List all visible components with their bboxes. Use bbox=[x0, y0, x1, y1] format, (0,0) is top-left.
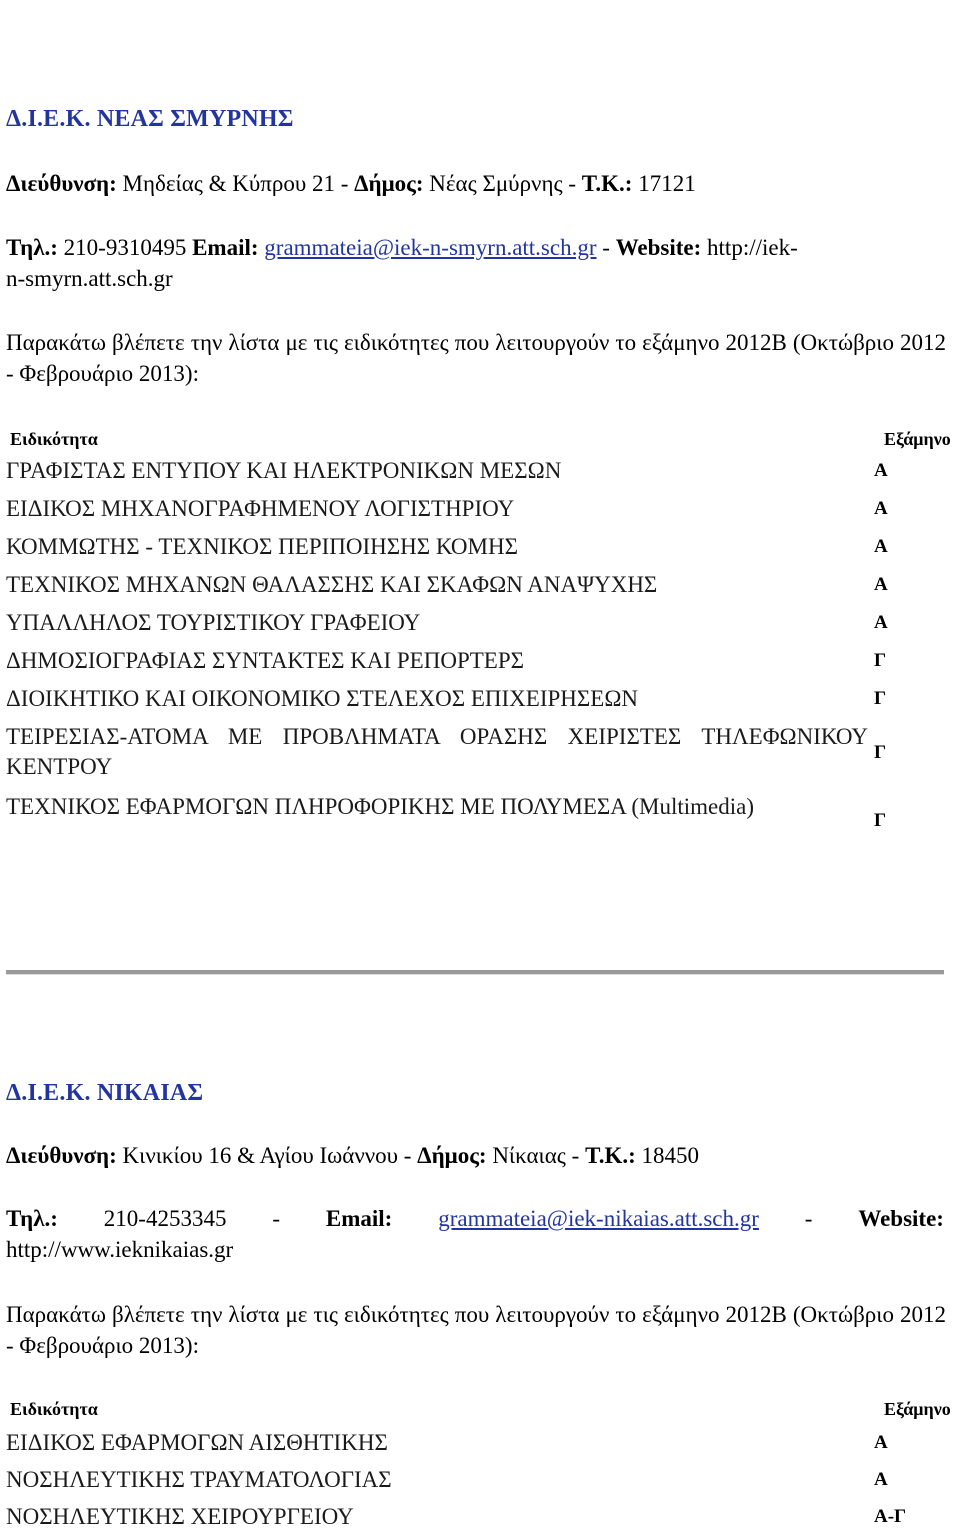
table-row-specialty: ΤΕΧΝΙΚΟΣ ΕΦΑΡΜΟΓΩΝ ΠΛΗΡΟΦΟΡΙΚΗΣ ΜΕ ΠΟΛΥΜΕΣΑ (Multimedia) bbox=[6, 794, 755, 819]
email-label: Email: bbox=[192, 235, 259, 260]
table-row-specialty: ΔΗΜΟΣΙΟΓΡΑΦΙΑΣ ΣΥΝΤΑΚΤΕΣ ΚΑΙ ΡΕΠΟΡΤΕΡΣ bbox=[6, 648, 525, 673]
municipality-value: Νέας Σμύρνης - bbox=[429, 171, 576, 196]
table-row-specialty: ΔΙΟΙΚΗΤΙΚΟ ΚΑΙ ΟΙΚΟΝΟΜΙΚΟ ΣΤΕΛΕΧΟΣ ΕΠΙΧΕΙΡΗΣΕΩΝ bbox=[6, 686, 639, 711]
phone-label: Τηλ.: bbox=[6, 1206, 58, 1231]
table-row-specialty: ΕΙΔΙΚΟΣ ΜΗΧΑΝΟΓΡΑΦΗΜΕΝΟΥ ΛΟΓΙΣΤΗΡΙΟΥ bbox=[6, 496, 515, 521]
email-link[interactable]: grammateia@iek-nikaias.att.sch.gr bbox=[438, 1206, 759, 1231]
table-row-semester: Γ bbox=[874, 742, 887, 763]
address-line bbox=[6, 1143, 699, 1169]
separator-dash: - bbox=[272, 1206, 281, 1231]
intro-paragraph: Παρακάτω βλέπετε την λίστα με τις ειδικότητες που λειτουργούν το εξάμηνο 2012Β (Οκτώβριο 2012 - Φεβρουάριο 2013): bbox=[6, 330, 946, 386]
phone-value: 210-9310495 bbox=[63, 235, 187, 260]
table-row-specialty: ΚΟΜΜΩΤΗΣ - ΤΕΧΝΙΚΟΣ ΠΕΡΙΠΟΙΗΣΗΣ ΚΟΜΗΣ bbox=[6, 534, 518, 559]
table-row-specialty: ΤΕΧΝΙΚΟΣ ΜΗΧΑΝΩΝ ΘΑΛΑΣΣΗΣ ΚΑΙ ΣΚΑΦΩΝ ΑΝΑΨΥΧΗΣ bbox=[6, 572, 658, 597]
municipality-value: Νίκαιας - bbox=[492, 1143, 580, 1168]
postcode-value: 18450 bbox=[641, 1143, 699, 1168]
column-header-specialty: Ειδικότητα bbox=[10, 1399, 98, 1419]
table-row-specialty: ΝΟΣΗΛΕΥΤΙΚΗΣ ΧΕΙΡΟΥΡΓΕΙΟΥ bbox=[6, 1504, 354, 1529]
address-value: Κινικίου 16 & Αγίου Ιωάννου - bbox=[122, 1143, 412, 1168]
column-header-semester: Εξάμηνο bbox=[884, 1399, 951, 1419]
phone-value: 210-4253345 bbox=[103, 1206, 227, 1231]
section-divider bbox=[6, 970, 944, 975]
table-row-specialty: ΥΠΑΛΛΗΛΟΣ ΤΟΥΡΙΣΤΙΚΟΥ ΓΡΑΦΕΙΟΥ bbox=[6, 610, 421, 635]
website-value: http://www.ieknikaias.gr bbox=[6, 1237, 234, 1262]
table-row-semester: Α bbox=[874, 536, 888, 557]
table-row-semester: Α bbox=[874, 498, 888, 519]
table-row-semester: Α bbox=[874, 612, 888, 633]
school-title: Δ.Ι.Ε.Κ. ΝΙΚΑΙΑΣ bbox=[6, 1080, 204, 1106]
separator-dash: - bbox=[602, 235, 610, 260]
contact-line bbox=[6, 1206, 944, 1232]
municipality-label: Δήμος: bbox=[417, 1143, 487, 1168]
website-label: Website: bbox=[615, 235, 702, 260]
table-row-semester: Α bbox=[874, 1432, 888, 1453]
address-value: Μηδείας & Κύπρου 21 - bbox=[122, 171, 349, 196]
separator-dash: - bbox=[804, 1206, 813, 1231]
table-row-semester: Α bbox=[874, 460, 888, 481]
postcode-value: 17121 bbox=[638, 171, 696, 196]
email-label: Email: bbox=[325, 1206, 393, 1231]
postcode-label: Τ.Κ.: bbox=[585, 1143, 636, 1168]
municipality-label: Δήμος: bbox=[354, 171, 424, 196]
table-row-specialty: ΤΕΙΡΕΣΙΑΣ-ΑΤΟΜΑ ΜΕ ΠΡΟΒΛΗΜΑΤΑ ΟΡΑΣΗΣ ΧΕΙΡΙΣΤΕΣ ΤΗΛΕΦΩΝΙΚΟΥ ΚΕΝΤΡΟΥ bbox=[6, 724, 868, 779]
phone-label: Τηλ.: bbox=[6, 235, 58, 260]
website-continuation: n-smyrn.att.sch.gr bbox=[6, 266, 173, 291]
website-value: http://iek- bbox=[707, 235, 798, 260]
table-row-specialty: ΝΟΣΗΛΕΥΤΙΚΗΣ ΤΡΑΥΜΑΤΟΛΟΓΙΑΣ bbox=[6, 1467, 392, 1492]
intro-paragraph: Παρακάτω βλέπετε την λίστα με τις ειδικότητες που λειτουργούν το εξάμηνο 2012Β (Οκτώβριο 2012 - Φεβρουάριο 2013): bbox=[6, 1302, 946, 1358]
table-row-semester: Α bbox=[874, 574, 888, 595]
table-row-semester: Γ bbox=[874, 650, 887, 671]
table-row-specialty: ΓΡΑΦΙΣΤΑΣ ΕΝΤΥΠΟΥ ΚΑΙ ΗΛΕΚΤΡΟΝΙΚΩΝ ΜΕΣΩΝ bbox=[6, 458, 562, 483]
postcode-label: Τ.Κ.: bbox=[581, 171, 633, 196]
column-header-semester: Εξάμηνο bbox=[884, 429, 951, 449]
column-header-specialty: Ειδικότητα bbox=[10, 429, 98, 449]
table-row-semester: Γ bbox=[874, 810, 887, 831]
website-label: Website: bbox=[858, 1206, 944, 1231]
school-title: Δ.Ι.Ε.Κ. ΝΕΑΣ ΣΜΥΡΝΗΣ bbox=[6, 106, 294, 132]
table-row-semester: Α-Γ bbox=[874, 1506, 907, 1527]
table-row-semester: Α bbox=[874, 1469, 888, 1490]
email-link[interactable]: grammateia@iek-n-smyrn.att.sch.gr bbox=[264, 235, 597, 260]
contact-line bbox=[6, 235, 798, 261]
table-row-semester: Γ bbox=[874, 688, 887, 709]
address-line bbox=[6, 171, 696, 197]
address-label: Διεύθυνση: bbox=[6, 1143, 117, 1168]
table-row-specialty: ΕΙΔΙΚΟΣ ΕΦΑΡΜΟΓΩΝ ΑΙΣΘΗΤΙΚΗΣ bbox=[6, 1430, 388, 1455]
address-label: Διεύθυνση: bbox=[6, 171, 117, 196]
